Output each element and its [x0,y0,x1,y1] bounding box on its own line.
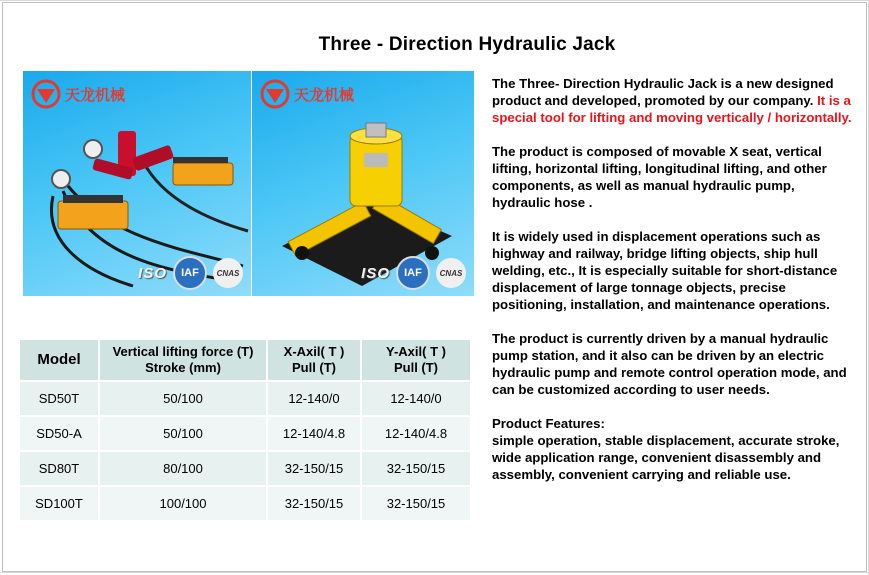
cell-model: SD50T [20,382,100,417]
cell-vertical: 50/100 [100,382,268,417]
header-model: Model [20,340,100,382]
table-row [20,382,472,417]
page-title: Three - Direction Hydraulic Jack [318,34,616,55]
header-vertical-line1: Vertical lifting force (T) [112,344,254,359]
grid-line [0,0,869,1]
cell-vertical: 50/100 [100,417,268,452]
header-vertical-line2: Stroke (mm) [145,360,221,375]
cell-x: 12-140/0 [268,382,362,417]
desc-paragraph-usage: It is widely used in displacement operations such as highway and railway, bridge lifting objects, ship hull welding, etc., It is especially suitable for short-distance displacement of large tonnage objects, precise positioning, installation, and maintenance operations. [492,229,838,312]
header-vertical [100,340,268,382]
desc-paragraph-features [492,415,852,483]
table-header-row [20,340,472,382]
desc-paragraph-composition: The product is composed of movable X seat, vertical lifting, horizontal lifting, longitudinal lifting, and other components, as well as manual hydraulic pump, hydraulic hose . [492,144,827,210]
product-photo-jack [252,71,474,296]
cell-y: 32-150/15 [362,487,472,522]
cell-model: SD80T [20,452,100,487]
cell-model: SD50-A [20,417,100,452]
table-row [20,487,472,522]
grid-line [0,572,869,573]
cell-vertical: 80/100 [100,452,268,487]
product-photo-pumps [23,71,251,296]
spec-table [20,340,472,522]
cell-x: 32-150/15 [268,452,362,487]
header-y-axil [362,340,472,382]
features-text: simple operation, stable displacement, accurate stroke, wide application range, convenient disassembly and assembly, convenient carrying and reliable use. [492,433,840,482]
logo-text: 天龙机械 [294,85,355,104]
cell-y: 32-150/15 [362,452,472,487]
cnas-badge: CNAS [213,258,243,288]
cell-vertical: 100/100 [100,487,268,522]
features-heading: Product Features: [492,416,605,431]
certification-badges [361,256,466,290]
iso-badge: ISO [138,264,167,282]
cell-y: 12-140/0 [362,382,472,417]
logo-text: 天龙机械 [65,85,126,104]
header-x-line2: Pull (T) [291,360,337,375]
header-y-line1: Y-Axil( T ) [386,344,446,359]
table-row [20,452,472,487]
desc-intro-text: The Three- Direction Hydraulic Jack is a new designed product and developed, promoted by our company. [492,76,834,108]
cell-y: 12-140/4.8 [362,417,472,452]
cell-x: 12-140/4.8 [268,417,362,452]
desc-highlight-text: It is a special tool for lifting and moving vertically / horizontally. [492,93,852,125]
desc-paragraph-drive: The product is currently driven by a manual hydraulic pump station, and it also can be driven by an electric hydraulic pump and remote control operation mode, and can be customized according to user needs. [492,331,847,397]
header-x-axil [268,340,362,382]
header-x-line1: X-Axil( T ) [283,344,345,359]
cell-model: SD100T [20,487,100,522]
certification-badges [138,256,243,290]
cell-x: 32-150/15 [268,487,362,522]
desc-paragraph-intro [492,75,852,126]
table-row [20,417,472,452]
cnas-badge: CNAS [436,258,466,288]
iaf-badge: IAF [173,256,207,290]
header-y-line2: Pull (T) [393,360,439,375]
iso-badge: ISO [361,264,390,282]
product-description [492,75,852,500]
iaf-badge: IAF [396,256,430,290]
